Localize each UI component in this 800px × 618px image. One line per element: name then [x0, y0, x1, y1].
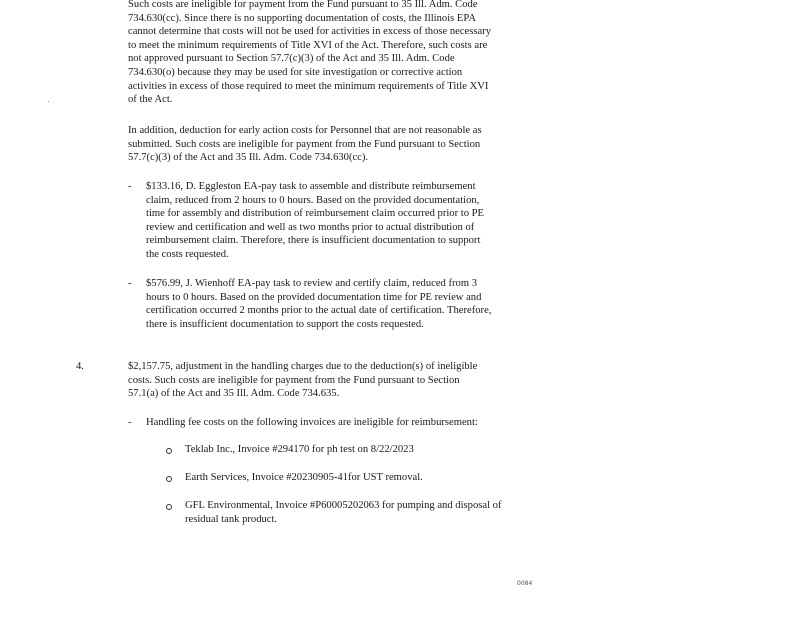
- text-line: submitted. Such costs are ineligible for payment from the Fund pursuant to Section: [128, 138, 481, 150]
- text-line: the costs requested.: [146, 248, 229, 260]
- bullet-wienhoff: [146, 277, 491, 331]
- text-line: reimbursement claim. Therefore, there is insufficient documentation to support: [146, 235, 481, 247]
- text-line: claim, reduced from 2 hours to 0 hours. Based on the provided documentation,: [146, 194, 480, 206]
- paragraph-handling-charges: [128, 360, 477, 401]
- bullet-dash: -: [128, 417, 132, 428]
- scan-speck: [48, 101, 49, 102]
- bullet-eggleston: [146, 180, 484, 262]
- invoice-gfl: [185, 499, 502, 526]
- text-line: costs. Such costs are ineligible for payment from the Fund pursuant to Section: [128, 374, 460, 386]
- text-line: there is insufficient documentation to support the costs requested.: [146, 318, 424, 330]
- text-line: 57.7(c)(3) of the Act and 35 Ill. Adm. Code 734.630(cc).: [128, 152, 369, 164]
- text-line: In addition, deduction for early action costs for Personnel that are not reasonable as: [128, 125, 482, 136]
- text-line: 734.630(o) because they may be used for site investigation or corrective action: [128, 66, 463, 78]
- invoice-earth-services: [185, 471, 423, 485]
- item-number: 4.: [76, 361, 84, 372]
- text-line: Earth Services, Invoice #20230905-41for UST removal.: [185, 472, 423, 483]
- text-line: cannot determine that costs will not be used for activities in excess of those necessary: [128, 26, 492, 38]
- text-line: Such costs are ineligible for payment from the Fund pursuant to 35 Ill. Adm. Code: [128, 0, 478, 10]
- text-line: of the Act.: [128, 94, 173, 106]
- text-line: review and certification and well as two months prior to actual distribution of: [146, 221, 475, 233]
- text-line: residual tank product.: [185, 513, 278, 525]
- text-line: activities in excess of those required to meet the minimum requirements of Title XVI: [128, 80, 489, 92]
- text-line: Teklab Inc., Invoice #294170 for ph test on 8/22/2023: [185, 444, 414, 455]
- circle-bullet-icon: [166, 476, 172, 482]
- text-line: $576.99, J. Wienhoff EA-pay task to review and certify claim, reduced from 3: [146, 278, 478, 289]
- invoice-teklab: [185, 443, 414, 457]
- paragraph-unsupported-costs: [128, 0, 491, 107]
- handling-intro: [146, 416, 478, 430]
- text-line: hours to 0 hours. Based on the provided documentation time for PE review and: [146, 291, 482, 303]
- text-line: 57.1(a) of the Act and 35 Ill. Adm. Code 734.635.: [128, 388, 340, 400]
- circle-bullet-icon: [166, 504, 172, 510]
- text-line: not approved pursuant to Section 57.7(c)(3) of the Act and 35 Ill. Adm. Code: [128, 53, 455, 65]
- text-line: time for assembly and distribution of reimbursement claim occurred prior to PE: [146, 208, 485, 220]
- text-line: $133.16, D. Eggleston EA-pay task to assemble and distribute reimbursement: [146, 181, 476, 192]
- text-line: Handling fee costs on the following invoices are ineligible for reimbursement:: [146, 417, 478, 428]
- bullet-dash: -: [128, 278, 132, 289]
- text-line: 734.630(cc). Since there is no supporting documentation of costs, the Illinois EPA: [128, 12, 476, 24]
- text-line: to meet the minimum requirements of Title XVI of the Act. Therefore, such costs are: [128, 39, 488, 51]
- text-line: $2,157.75, adjustment in the handling charges due to the deduction(s) of ineligible: [128, 361, 478, 372]
- bullet-dash: -: [128, 181, 132, 192]
- text-line: certification occurred 2 months prior to the actual date of certification. Therefore,: [146, 305, 492, 317]
- paragraph-personnel-deduction: [128, 124, 482, 165]
- circle-bullet-icon: [166, 448, 172, 454]
- page-stamp: 0084: [517, 580, 533, 587]
- text-line: GFL Environmental, Invoice #P60005202063 for pumping and disposal of: [185, 500, 502, 511]
